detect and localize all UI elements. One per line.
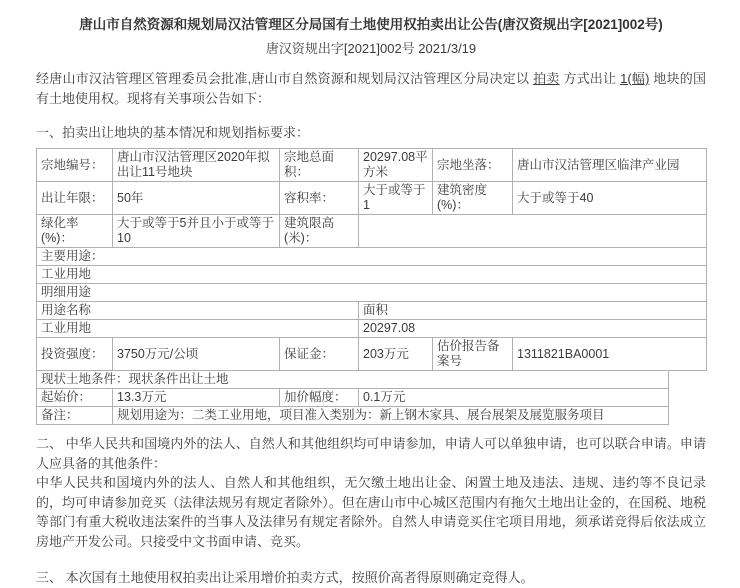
total-area-value: 20297.08平方米 <box>359 149 433 182</box>
location-value: 唐山市汉沽管理区临津产业园 <box>513 149 707 182</box>
auction-method-underlined: 拍卖 <box>533 71 560 86</box>
table-row-greening <box>37 215 707 248</box>
page-title: 唐山市自然资源和规划局汉沽管理区分局国有土地使用权拍卖出让公告(唐汉资规出字[2021]002号) <box>79 17 663 32</box>
deposit-label: 保证金： <box>280 338 359 371</box>
land-price-table <box>36 370 669 425</box>
total-area-label: 宗地总面积： <box>280 149 359 182</box>
land-info-table <box>36 148 707 371</box>
investment-value: 3750万元/公顷 <box>113 338 280 371</box>
section2-paragraph-2: 中华人民共和国境内外的法人、自然人和其他组织，无欠缴土地出让金、闲置土地及违法、违规、违约等不良记录的，均可申请参加竞买（法律法规另有规定者除外）。但在唐山市中心城区范围内有拖欠土地出让金的，在国税、地税等部门有重大税收违法案件的当事人及法律另有规定者除外。自然人申请竞买住宅项目用地，须承诺竞得后依法成立房地产开发公司。只接受中文书面申请、竞买。 <box>36 475 706 549</box>
plot-ratio-value: 大于或等于1 <box>359 182 433 215</box>
start-price-label: 起始价： <box>37 389 113 407</box>
table-row-start-price <box>37 389 669 407</box>
intro-paragraph <box>36 69 706 109</box>
use-area-value: 20297.08 <box>359 320 707 338</box>
use-name-value: 工业用地 <box>37 320 359 338</box>
table-row-current-condition <box>37 371 669 389</box>
plot-ratio-label: 容积率： <box>280 182 359 215</box>
greening-label: 绿化率(%)： <box>37 215 113 248</box>
height-limit-label: 建筑限高(米)： <box>280 215 359 248</box>
table-row-use-headers <box>37 302 707 320</box>
section1-heading: 一、拍卖出让地块的基本情况和规划指标要求： <box>36 125 310 140</box>
increment-value: 0.1万元 <box>359 389 669 407</box>
parcel-count-underlined: 1(幅) <box>620 71 650 86</box>
table-row-main-use-value <box>37 266 707 284</box>
main-use-label: 主要用途： <box>37 248 707 266</box>
table-row-use-values <box>37 320 707 338</box>
intro-text-3: 地块的国有土地使用权。现将有关事项公告如下： <box>36 71 706 106</box>
remark-label: 备注： <box>37 407 113 425</box>
intro-text-1: 经唐山市汉沽管理区管理委员会批准,唐山市自然资源和规划局汉沽管理区分局决定以 <box>36 71 534 86</box>
remark-value: 规划用途为：二类工业用地，项目准入类别为：新上钢木家具、展台展架及展览服务项目 <box>113 407 669 425</box>
term-label: 出让年限： <box>37 182 113 215</box>
current-condition: 现状土地条件：现状条件出让土地 <box>37 371 669 389</box>
parcel-no-label: 宗地编号： <box>37 149 113 182</box>
height-limit-value <box>359 215 707 248</box>
term-value: 50年 <box>113 182 280 215</box>
density-value: 大于或等于40 <box>513 182 707 215</box>
table-row-investment <box>37 338 707 371</box>
use-name-header: 用途名称 <box>37 302 359 320</box>
section2-paragraph-1: 二、 中华人民共和国境内外的法人、自然人和其他组织均可申请参加，申请人可以单独申请，也可以联合申请。申请人应具备的其他条件： <box>36 436 706 471</box>
location-label: 宗地坐落： <box>433 149 513 182</box>
table-row-term <box>37 182 707 215</box>
density-label: 建筑密度(%)： <box>433 182 513 215</box>
appraisal-label: 估价报告备案号 <box>433 338 513 371</box>
intro-text-2: 方式出让 <box>559 71 621 86</box>
investment-label: 投资强度： <box>37 338 113 371</box>
deposit-value: 203万元 <box>359 338 433 371</box>
table-row-detail-use <box>37 284 707 302</box>
table-row-parcel <box>37 149 707 182</box>
appraisal-value: 1311821BA0001 <box>513 338 707 371</box>
greening-value: 大于或等于5并且小于或等于10 <box>113 215 280 248</box>
table-row-remark <box>37 407 669 425</box>
section3-paragraph: 三、 本次国有土地使用权拍卖出让采用增价拍卖方式，按照价高者得原则确定竞得人。 <box>36 570 534 585</box>
doc-number-line: 唐汉资规出字[2021]002号 2021/3/19 <box>265 41 477 56</box>
detail-use-label: 明细用途 <box>37 284 707 302</box>
parcel-no-value: 唐山市汉沽管理区2020年拟出让11号地块 <box>113 149 280 182</box>
increment-label: 加价幅度： <box>280 389 359 407</box>
start-price-value: 13.3万元 <box>113 389 280 407</box>
use-area-header: 面积 <box>359 302 707 320</box>
table-row-main-use-label <box>37 248 707 266</box>
main-use-value: 工业用地 <box>37 266 707 284</box>
